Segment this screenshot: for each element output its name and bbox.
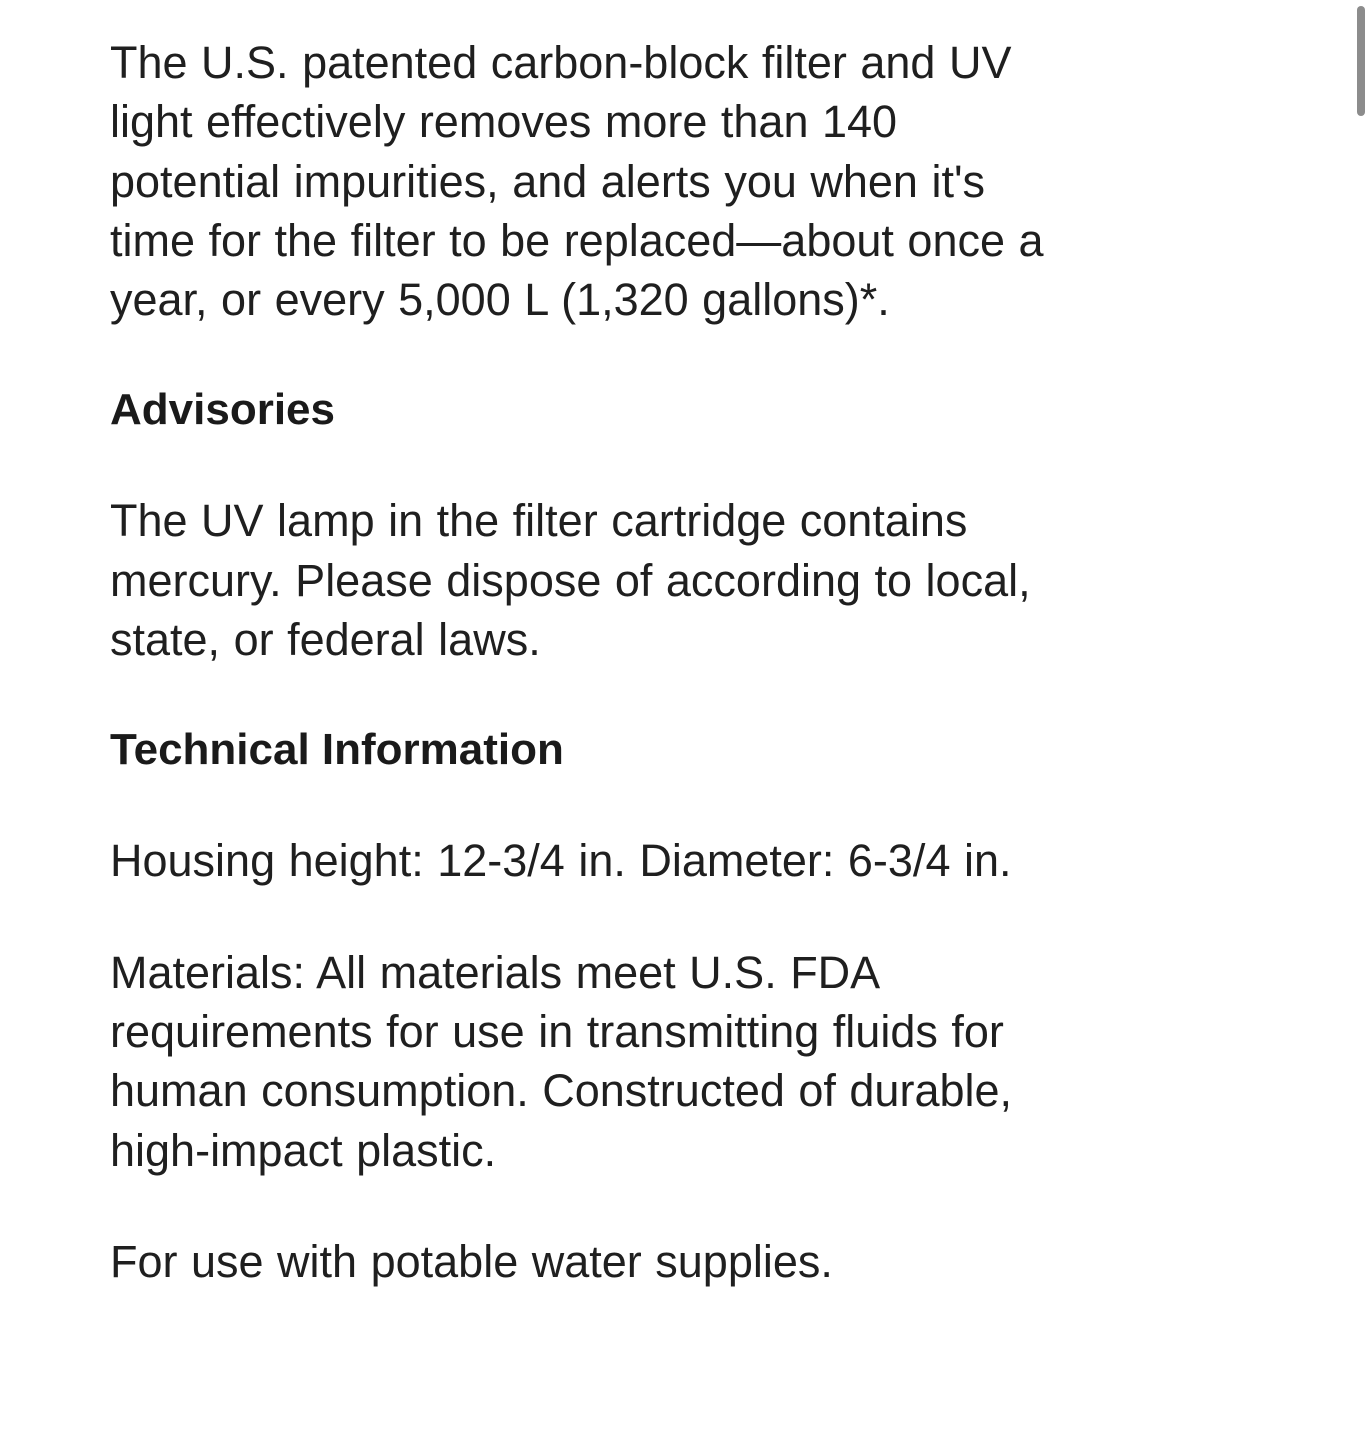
usage-paragraph: For use with potable water supplies.	[110, 1235, 833, 1287]
advisories-paragraph: The UV lamp in the filter cartridge contains mercury. Please dispose of according to local, state, or federal laws.	[110, 495, 1031, 666]
intro-paragraph: The U.S. patented carbon-block filter and UV light effectively removes more than 140 potential impurities, and alerts you when it's time for the filter to be replaced—about once a year, or every 5,000 L (1,320 gallons)*.	[110, 37, 1044, 326]
product-details-content	[110, 33, 1070, 1291]
technical-information-heading: Technical Information	[110, 725, 564, 775]
scrollbar-thumb[interactable]	[1357, 6, 1365, 116]
dimensions-paragraph: Housing height: 12-3/4 in. Diameter: 6-3/4 in.	[110, 835, 1012, 887]
advisories-heading: Advisories	[110, 385, 335, 435]
vertical-scrollbar[interactable]	[1355, 0, 1371, 1440]
materials-paragraph: Materials: All materials meet U.S. FDA requirements for use in transmitting fluids for human consumption. Constructed of durable, high-impact plastic.	[110, 946, 1013, 1176]
